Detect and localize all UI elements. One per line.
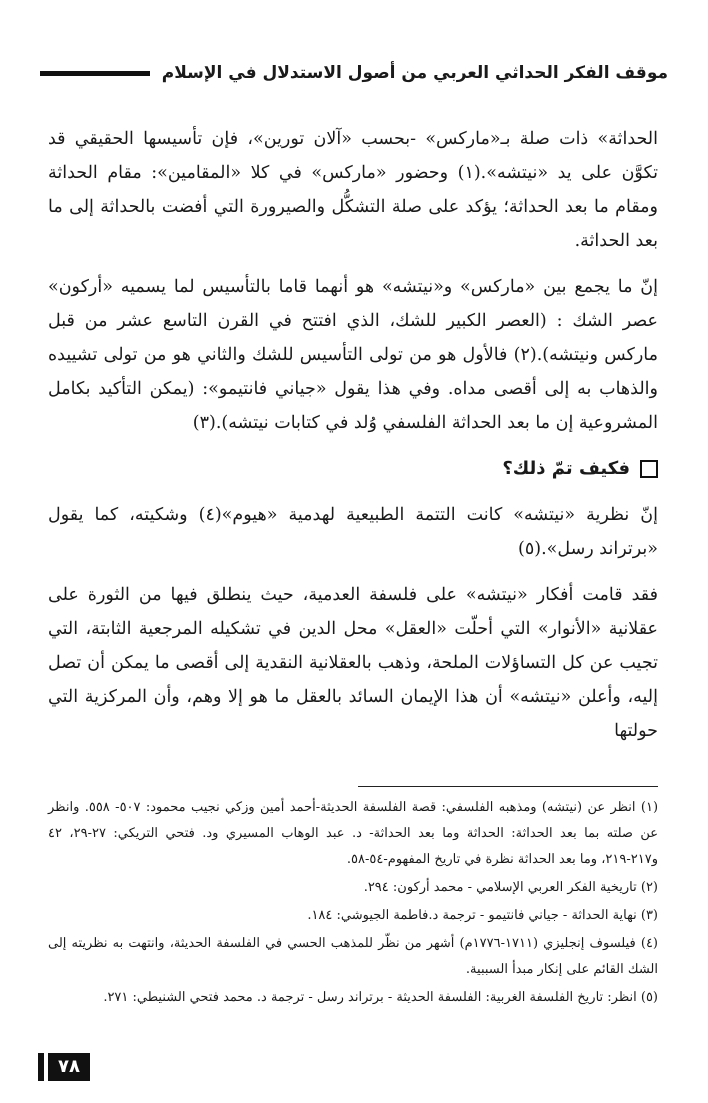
paragraph-3 (48, 498, 658, 566)
running-header (40, 58, 668, 88)
footnote-5: (٥) انظر: تاريخ الفلسفة الغربية: الفلسفة الحديثة - برتراند رسل - ترجمة د. محمد فتحي الشنيطي: ٢٧١. (103, 990, 658, 1005)
header-rule (40, 71, 150, 76)
footnote-3: (٣) نهاية الحداثة - جياني فانتيمو - ترجمة د.فاطمة الجيوشي: ١٨٤. (307, 908, 658, 923)
page-number: ٧٨ (48, 1053, 90, 1081)
header-title: موقف الفكر الحداثي العربي من أصول الاستدلال في الإسلام (161, 63, 668, 83)
page-number-bar (38, 1053, 44, 1081)
paragraph-1 (48, 122, 658, 258)
subheading (48, 452, 658, 486)
footnotes (48, 795, 658, 1013)
page-number-block (38, 1053, 90, 1081)
paragraph-2 (48, 270, 658, 440)
subheading-text: فكيف تمّ ذلك؟ (502, 458, 630, 479)
square-bullet-icon (640, 460, 658, 478)
body-text (48, 122, 658, 760)
footnote-2: (٢) تاريخية الفكر العربي الإسلامي - محمد أركون: ٢٩٤. (363, 880, 658, 895)
paragraph-text: إنّ ما يجمع بين «ماركس» و«نيتشه» هو أنهما قاما بالتأسيس لما يسميه «أركون» عصر الشك : (العصر الكبير للشك، الذي افتتح في القرن التاسع عشر من قبل ماركس ونيتشه).(٢) فالأول هو من تولى التأسيس للشك والثاني هو من تولى تشييده والذهاب به إلى أقصى مداه. وفي هذا يقول «جياني فانتيمو»: (يمكن التأكيد بكامل المشروعية إن ما بعد الحداثة الفلسفي وُلد في كتابات نيتشه).(٣) (48, 277, 658, 433)
paragraph-4 (48, 578, 658, 748)
paragraph-text: فقد قامت أفكار «نيتشه» على فلسفة العدمية، حيث ينطلق فيها من الثورة على عقلانية «الأنوار» التي أحلّت «العقل» محل الدين في تشكيله المرجعية الثابتة، التي تجيب عن كل التساؤلات الملحة، وذهب بالعقلانية النقدية إلى أقصى ما يمكن أن تصل إليه، وأعلن «نيتشه» أن هذا الإيمان السائد بالعقل ما هو إلا وهم، وأن المركزية التي حولتها (48, 585, 658, 741)
footnote-1: (١) انظر عن (نيتشه) ومذهبه الفلسفي: قصة الفلسفة الحديثة-أحمد أمين وزكي نجيب محمود: ٥٠٧- ٥٥٨. وانظر عن صلته بما بعد الحداثة: الحداثة وما بعد الحداثة- د. عبد الوهاب المسيري ود. فتحي التريكي: ٢٧-٢٩، ٤٢ و٢١٧-٢١٩، وما بعد الحداثة نظرة في تاريخ المفهوم-٥٤-٥٨. (48, 800, 659, 867)
paragraph-text: إنّ نظرية «نيتشه» كانت التتمة الطبيعية لهدمية «هيوم»(٤) وشكيته، كما يقول «برتراند رسل».(٥) (48, 505, 658, 559)
footnote-4: (٤) فيلسوف إنجليزي (١٧١١-١٧٧٦م) أشهر من نظّر للمذهب الحسي في الفلسفة الحديثة، وانتهت به نظريته إلى الشك القائم على إنكار مبدأ السببية. (48, 936, 658, 977)
paragraph-text: الحداثة» ذات صلة بـ«ماركس» -بحسب «آلان تورين»، فإن تأسيسها الحقيقي قد تكوَّن على يد «نيتشه».(١) وحضور «ماركس» في كلا «المقامين»: مقام الحداثة ومقام ما بعد الحداثة؛ يؤكد على صلة التشكُّل والصيرورة التي أفضت بالحداثة إلى ما بعد الحداثة. (48, 129, 658, 251)
footnote-divider (358, 786, 658, 787)
